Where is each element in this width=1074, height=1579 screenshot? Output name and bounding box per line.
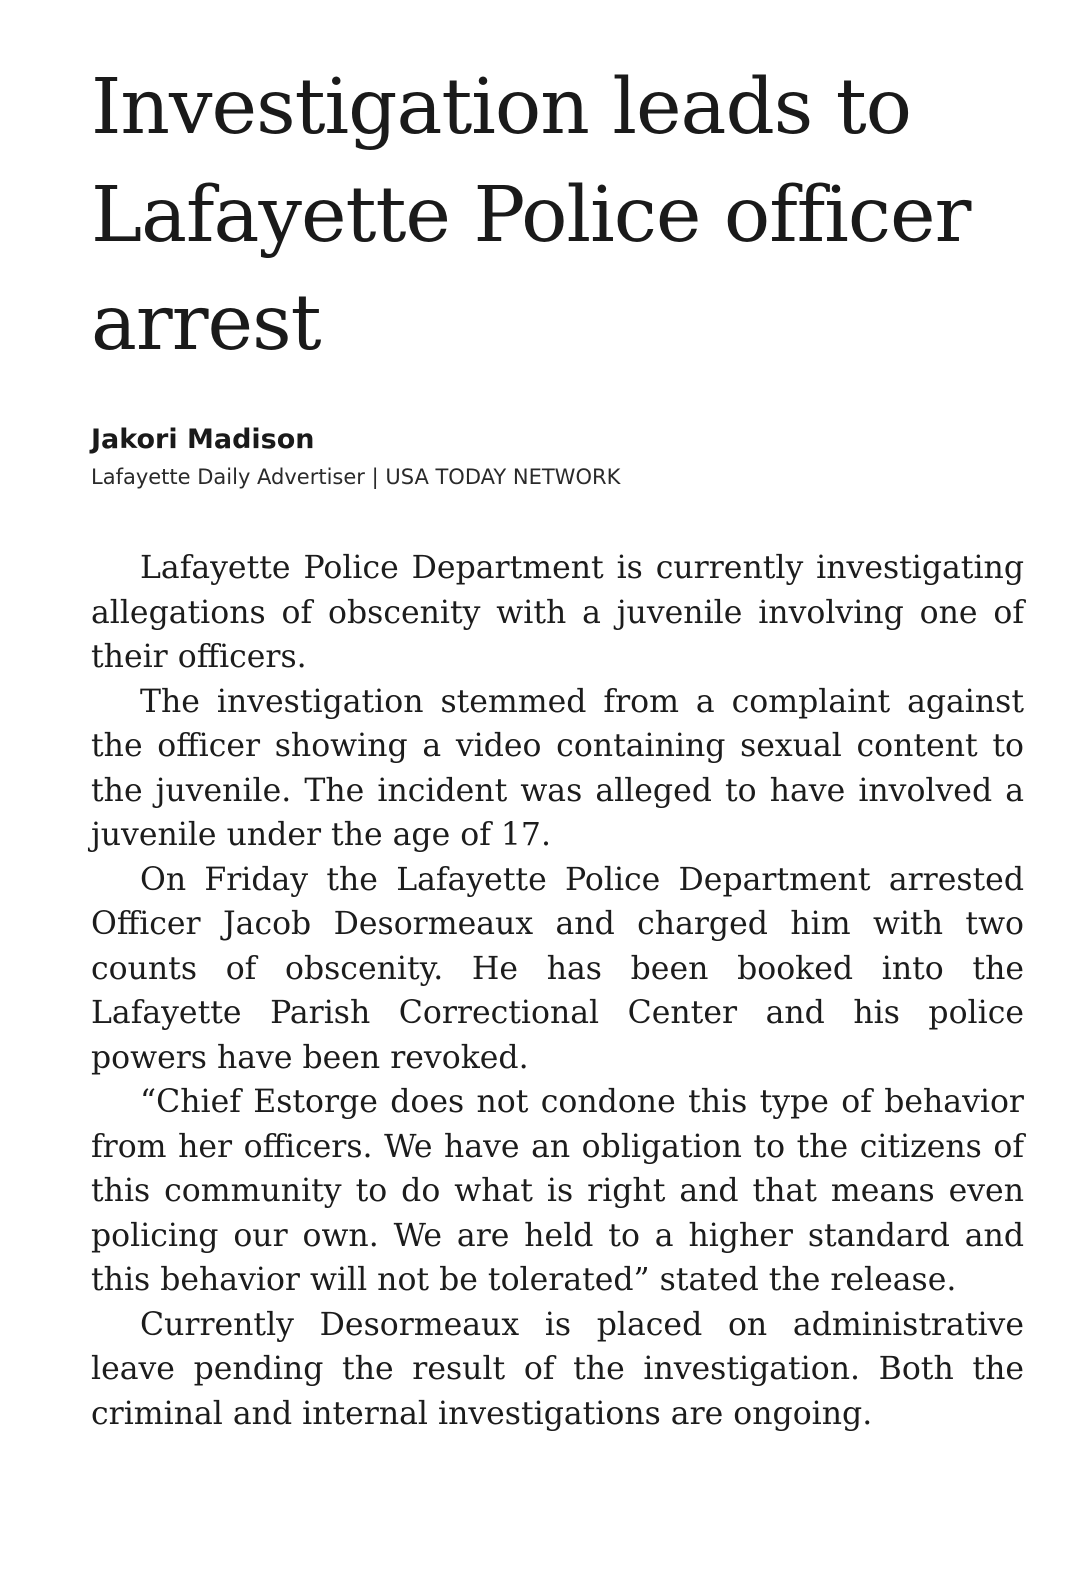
paragraph: On Friday the Lafayette Police Department arrested Officer Jacob Desormeaux and charged him with two counts of obscenity. He has been booked into the Lafayette Parish Correctional Center and his police powers have been revoked. (91, 861, 1024, 1076)
paragraph: Currently Desormeaux is placed on administrative leave pending the result of the investigation. Both the criminal and internal investigations are ongoing. (91, 1306, 1024, 1432)
publication-source: Lafayette Daily Advertiser | USA TODAY NETWORK (91, 465, 621, 489)
headline: Investigation leads to Lafayette Police officer arrest (91, 63, 971, 368)
article-body (91, 546, 1024, 1436)
byline (91, 422, 1024, 492)
author-name: Jakori Madison (91, 424, 315, 455)
article (91, 54, 1024, 1436)
paragraph: Lafayette Police Department is currently investigating allegations of obscenity with a juvenile involving one of their officers. (91, 550, 1024, 675)
paragraph: “Chief Estorge does not condone this type of behavior from her officers. We have an obligation to the citizens of this community to do what is right and that means even policing our own. We are held to a higher standard and this behavior will not be tolerated” stated the release. (91, 1084, 1024, 1298)
paragraph: The investigation stemmed from a complaint against the officer showing a video containing sexual content to the juvenile. The incident was alleged to have involved a juvenile under the age of 17. (91, 683, 1024, 853)
